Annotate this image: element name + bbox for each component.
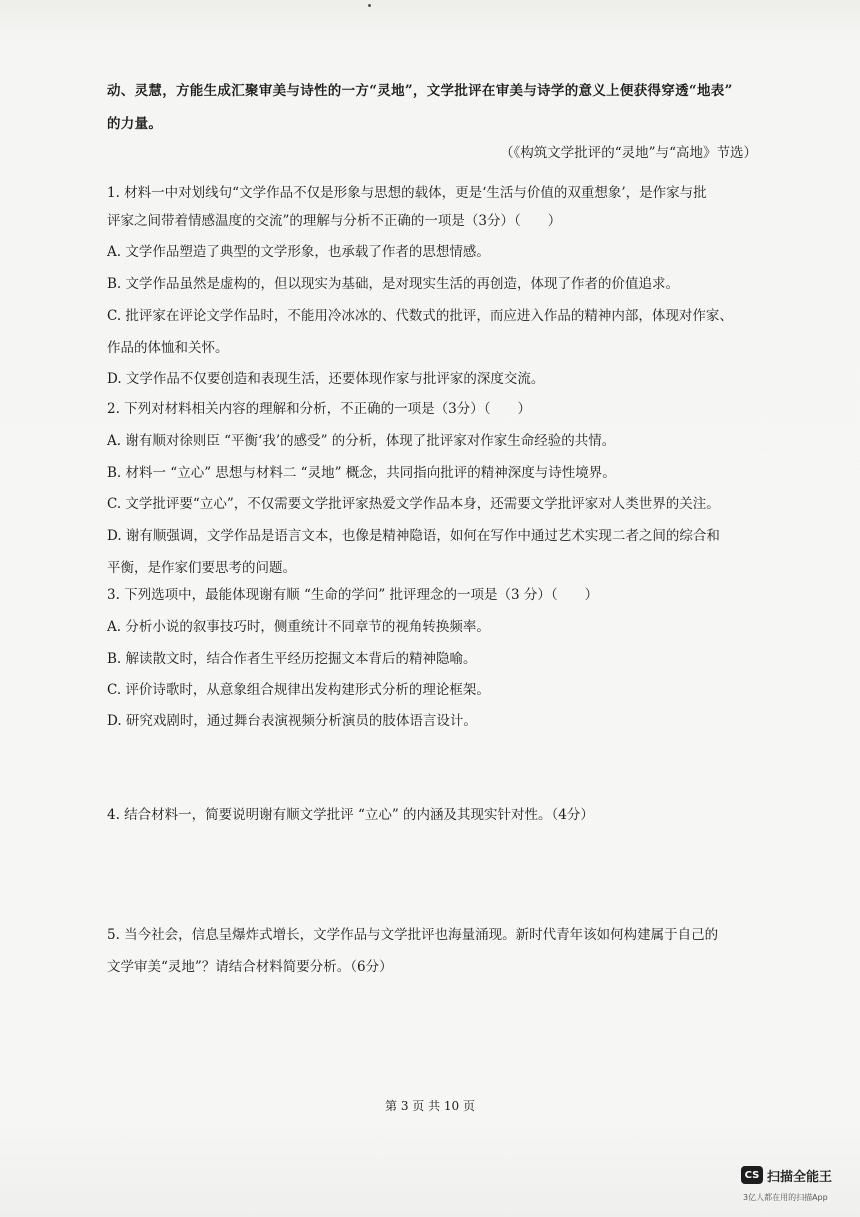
q2-option-a: A. 谢有顺对徐则臣 “平衡‘我’的感受” 的分析，体现了批评家对作家生命经验的共情。: [107, 433, 616, 449]
watermark-title: 扫描全能王: [767, 1170, 833, 1185]
q2-option-c: C. 文学批评要“立心”，不仅需要文学批评家热爱文学作品本身，还需要文学批评家对人类世界的关注。: [107, 496, 720, 512]
intro-line-2: 的力量。: [107, 116, 163, 132]
q2-stem: 2. 下列对材料相关内容的理解和分析，不正确的一项是（3分）（ ）: [107, 401, 532, 417]
q4-stem: 4. 结合材料一，简要说明谢有顺文学批评 “立心” 的内涵及其现实针对性。（4分）: [107, 807, 594, 823]
q1-option-a: A. 文学作品塑造了典型的文学形象，也承载了作者的思想情感。: [107, 244, 490, 260]
source-citation: （《构筑文学批评的“灵地”与“高地》节选）: [500, 145, 757, 161]
q1-option-d: D. 文学作品不仅要创造和表现生活，还要体现作家与批评家的深度交流。: [107, 371, 545, 387]
q3-option-a: A. 分析小说的叙事技巧时，侧重统计不同章节的视角转换频率。: [107, 619, 490, 635]
q1-option-c-line-1: C. 批评家在评论文学作品时，不能用冷冰冰的、代数式的批评，而应进入作品的精神内部，体现对作家、: [107, 308, 733, 324]
q3-stem: 3. 下列选项中，最能体现谢有顺 “生命的学问” 批评理念的一项是（3 分）（ ）: [107, 587, 599, 603]
q1-option-b: B. 文学作品虽然是虚构的，但以现实为基础，是对现实生活的再创造，体现了作者的价值追求。: [107, 276, 680, 292]
page-number: 第 3 页 共 10 页: [385, 1099, 475, 1113]
q5-stem-line-1: 5. 当今社会，信息呈爆炸式增长，文学作品与文学批评也海量涌现。新时代青年该如何构建属于自己的: [107, 927, 719, 943]
q1-option-c-line-2: 作品的体恤和关怀。: [107, 340, 229, 356]
q3-option-c: C. 评价诗歌时，从意象组合规律出发构建形式分析的理论框架。: [107, 682, 490, 698]
q3-option-b: B. 解读散文时，结合作者生平经历挖掘文本背后的精神隐喻。: [107, 651, 477, 667]
camscanner-logo-icon: CS: [741, 1166, 763, 1184]
q2-option-b: B. 材料一 “立心” 思想与材料二 “灵地” 概念，共同指向批评的精神深度与诗性境界。: [107, 465, 616, 481]
intro-line-1: 动、灵慧，方能生成汇聚审美与诗性的一方“灵地”，文学批评在审美与诗学的意义上便获得穿透“地表”: [107, 83, 733, 99]
q1-stem-line-1: 1. 材料一中对划线句“文学作品不仅是形象与思想的载体，更是‘生活与价值的双重想象’，是作家与批: [107, 185, 707, 201]
q5-stem-line-2: 文学审美“灵地”？请结合材料简要分析。（6分）: [107, 959, 393, 975]
scan-speck: [368, 4, 371, 7]
q2-option-d-line-1: D. 谢有顺强调，文学作品是语言文本，也像是精神隐语，如何在写作中通过艺术实现二者之间的综合和: [107, 528, 720, 544]
q1-stem-line-2: 评家之间带着情感温度的交流”的理解与分析不正确的一项是（3分）（ ）: [107, 213, 562, 229]
watermark-subtitle: 3亿人都在用的扫描App: [743, 1193, 828, 1202]
q2-option-d-line-2: 平衡，是作家们要思考的问题。: [107, 560, 296, 576]
q3-option-d: D. 研究戏剧时，通过舞台表演视频分析演员的肢体语言设计。: [107, 713, 477, 729]
